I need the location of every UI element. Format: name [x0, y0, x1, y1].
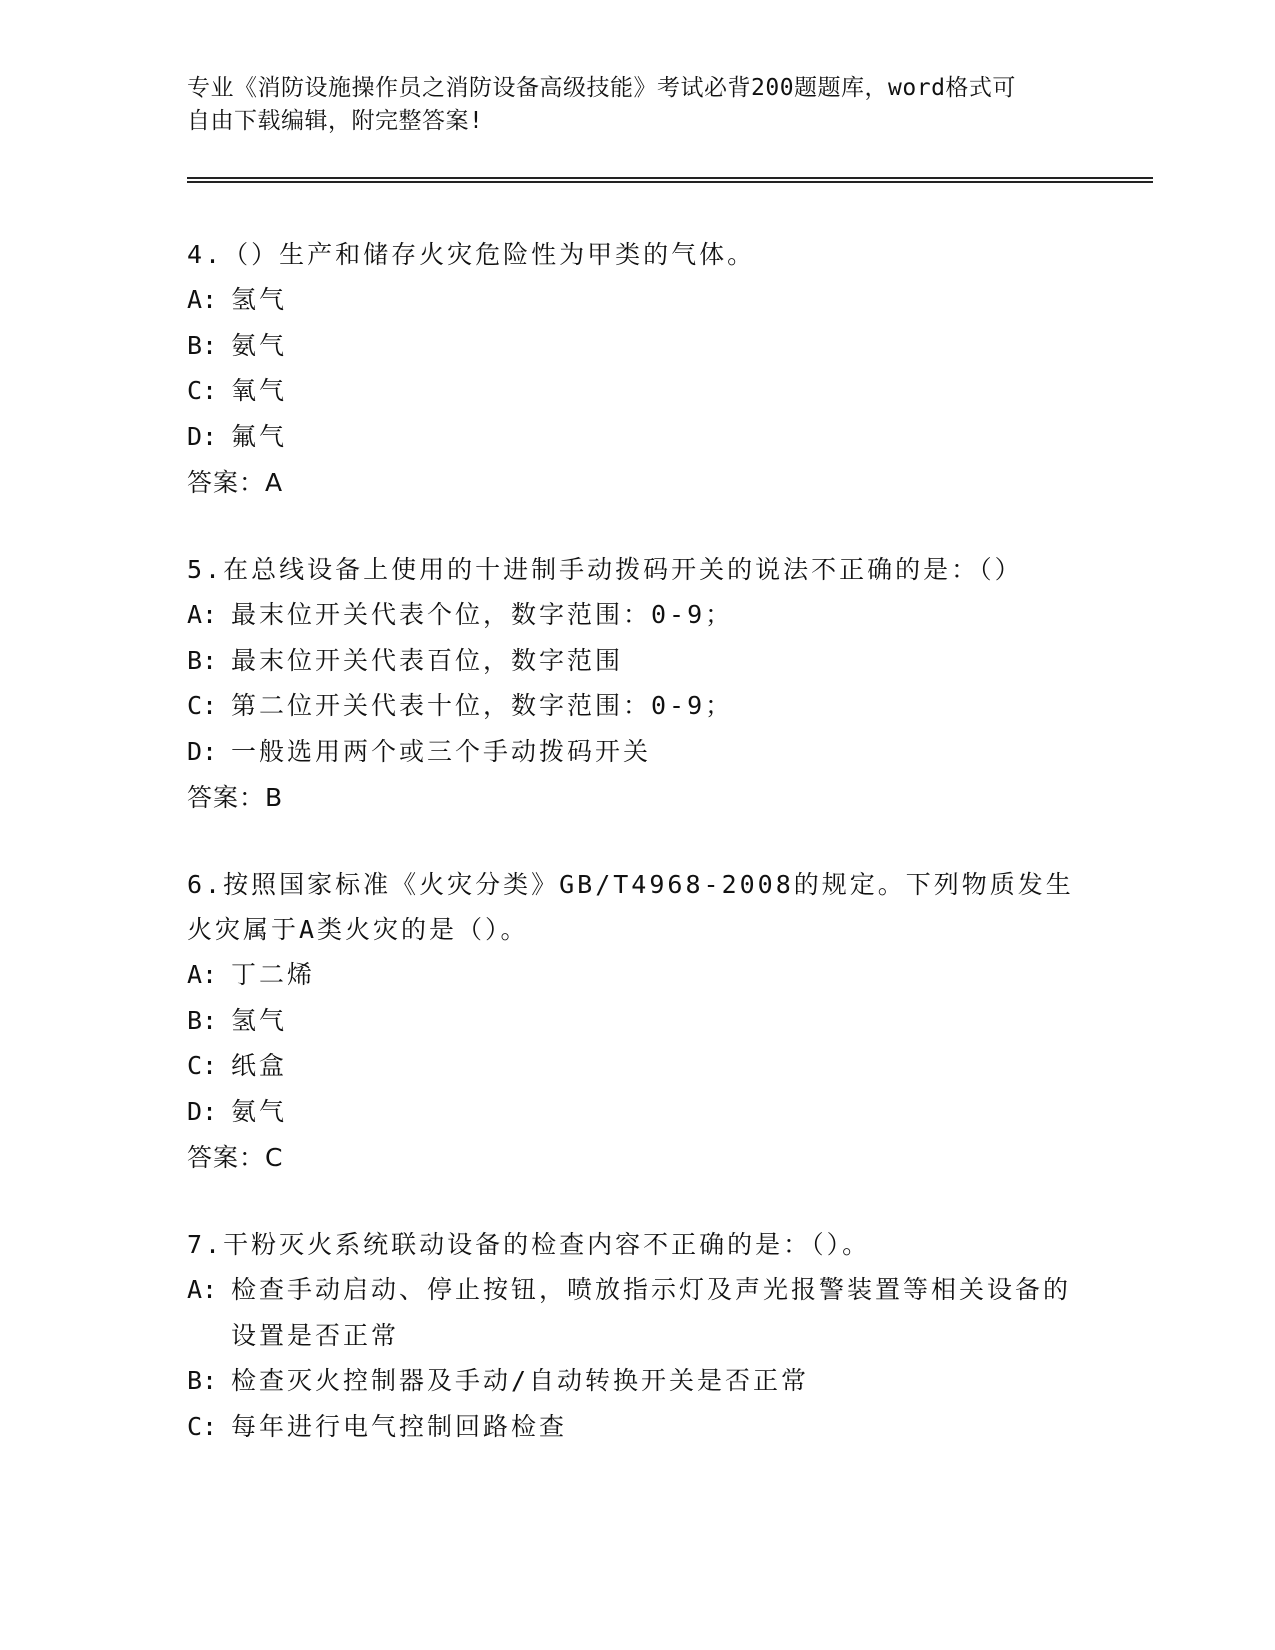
question-item [187, 547, 1087, 820]
option-letter: A: [187, 960, 218, 989]
option-text: 氧气 [231, 376, 288, 405]
option-text: 氨气 [231, 1096, 288, 1126]
option-letter: C: [187, 691, 218, 720]
option-text: 氨气 [231, 330, 288, 360]
option-letter: B: [187, 645, 218, 675]
option-letter: D: [187, 421, 218, 451]
header-divider-bottom [187, 181, 1153, 183]
option-letter: C: [187, 1411, 218, 1441]
option-c [187, 1404, 1087, 1450]
option-text: 最末位开关代表百位，数字范围 [231, 645, 624, 675]
answer-line: 答案：A [187, 468, 284, 497]
option-b [187, 323, 1087, 369]
option-d [187, 729, 1087, 775]
option-letter: A: [187, 285, 218, 314]
option-text: 最末位开关代表个位，数字范围：0-9； [231, 600, 734, 629]
option-text: 每年进行电气控制回路检查 [231, 1411, 568, 1441]
option-b [187, 638, 1087, 684]
option-text: 氟气 [231, 421, 288, 451]
option-d [187, 1089, 1087, 1135]
option-letter: C: [187, 376, 218, 405]
question-stem: 6.按照国家标准《火灾分类》GB/T4968-2008的规定。下列物质发生火灾属于A类火灾的是（）。 [187, 870, 1074, 944]
question-list [187, 232, 1087, 1491]
option-letter: A: [187, 1275, 218, 1304]
option-c [187, 683, 1087, 729]
document-header [187, 72, 1067, 138]
question-stem: 5.在总线设备上使用的十进制手动拨码开关的说法不正确的是：（） [187, 555, 1023, 584]
question-item [187, 862, 1087, 1180]
header-divider-top [187, 177, 1153, 179]
header-line-1: 专业《消防设施操作员之消防设备高级技能》考试必背200题题库，word格式可 [187, 75, 1016, 101]
option-text: 第二位开关代表十位，数字范围：0-9； [231, 691, 734, 720]
option-text: 氢气 [231, 285, 288, 314]
option-d [187, 414, 1087, 460]
option-a [187, 1267, 1087, 1358]
question-stem: 7.干粉灭火系统联动设备的检查内容不正确的是：（）。 [187, 1230, 871, 1259]
option-a [187, 952, 1087, 998]
option-c [187, 1043, 1087, 1089]
question-stem: 4.（）生产和储存火灾危险性为甲类的气体。 [187, 240, 756, 269]
option-c [187, 368, 1087, 414]
option-letter: D: [187, 736, 218, 766]
option-b [187, 998, 1087, 1044]
header-line-2: 自由下载编辑，附完整答案! [187, 108, 484, 134]
option-text: 一般选用两个或三个手动拨码开关 [231, 736, 652, 766]
question-item [187, 232, 1087, 505]
option-b [187, 1358, 1087, 1404]
option-text: 检查手动启动、停止按钮，喷放指示灯及声光报警装置等相关设备的设置是否正常 [231, 1275, 1072, 1350]
option-letter: B: [187, 330, 218, 360]
option-a [187, 592, 1087, 638]
option-letter: D: [187, 1096, 218, 1126]
option-letter: C: [187, 1051, 218, 1080]
option-letter: B: [187, 1366, 218, 1395]
option-letter: B: [187, 1005, 218, 1035]
question-item [187, 1222, 1087, 1449]
option-letter: A: [187, 600, 218, 629]
option-text: 丁二烯 [231, 960, 316, 989]
option-text: 氢气 [231, 1005, 288, 1035]
answer-line: 答案：C [187, 1143, 284, 1172]
option-text: 检查灭火控制器及手动/自动转换开关是否正常 [231, 1366, 810, 1395]
option-text: 纸盒 [231, 1051, 288, 1080]
option-a [187, 277, 1087, 323]
answer-line: 答案：B [187, 783, 284, 812]
